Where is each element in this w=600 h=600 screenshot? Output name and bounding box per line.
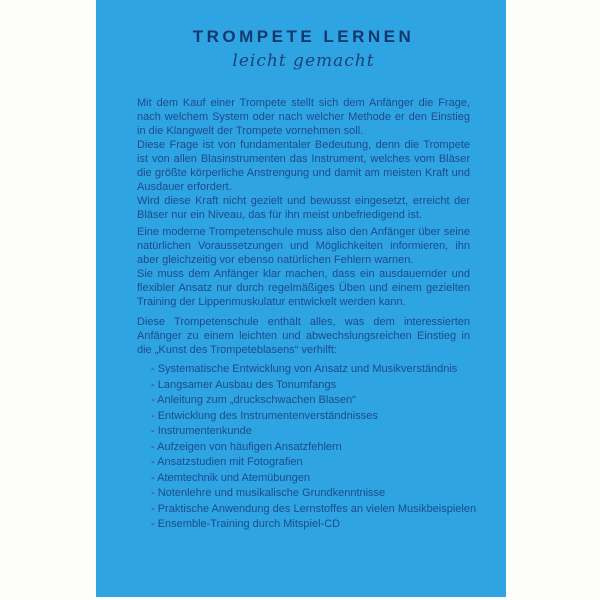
list-item: - Langsamer Ausbau des Tonumfangs: [151, 378, 337, 391]
book-subtitle: leicht gemacht: [232, 51, 375, 71]
list-item: - Anleitung zum „druckschwachen Blasen“: [151, 394, 356, 406]
list-item: - Ensemble-Training durch Mitspiel-CD: [151, 518, 341, 530]
list-item: - Entwicklung des Instrumentenverständnisses: [151, 409, 378, 422]
book-page: [96, 0, 506, 597]
body-text: [137, 96, 477, 533]
paragraph-niveau: Wird diese Kraft nicht gezielt und bewusst eingesetzt, erreicht der Bläser nur ein Niveau, das für ihn meist unbefriedigend ist.: [137, 195, 470, 221]
paragraph-contents-intro: Diese Trompetenschule enthält alles, was dem interessierten Anfänger zu einem leichten und abwechslungsreichen Einstieg in die „Kunst des Trompeteblasens“ verhilft:: [137, 316, 470, 356]
list-item: - Atemtechnik und Atemübungen: [151, 471, 310, 484]
list-item: - Systematische Entwicklung von Ansatz und Musikverständnis: [151, 363, 458, 375]
list-item: - Praktische Anwendung des Lernstoffes an vielen Musikbeispielen: [151, 502, 477, 515]
paragraph-intro: Mit dem Kauf einer Trompete stellt sich dem Anfänger die Frage, nach welchem System oder nach welcher Methode er den Einstieg in die Klangwelt der Trompete vornehmen soll.: [137, 97, 470, 137]
list-item: - Notenlehre und musikalische Grundkenntnisse: [151, 487, 386, 499]
paragraph-modern-school: Eine moderne Trompetenschule muss also den Anfänger über seine natürlichen Voraussetzungen und Möglichkeiten informieren, ihn aber gleichzeitig vor ebenso natürlichen Fehlern warnen.: [137, 226, 470, 266]
list-item: - Ansatzstudien mit Fotografien: [151, 456, 303, 468]
list-item: - Aufzeigen von häufigen Ansatzfehlern: [151, 440, 342, 453]
list-item: - Instrumentenkunde: [151, 425, 252, 437]
book-title: TROMPETE LERNEN: [192, 27, 415, 46]
paragraph-ansatz-training: Sie muss dem Anfänger klar machen, dass ein ausdauernder und flexibler Ansatz nur durch regelmäßiges Üben und einem gezielten Training der Lippenmuskulatur entwickelt werden kann.: [137, 268, 470, 308]
page-content: [96, 0, 506, 533]
feature-list: [137, 362, 477, 533]
paragraph-importance: Diese Frage ist von fundamentaler Bedeutung, denn die Trompete ist von allen Blasinstrumenten das Instrument, welches vom Bläser die größte körperliche Anstrengung und damit am meisten Kraft und Ausdauer erfordert.: [137, 139, 470, 193]
